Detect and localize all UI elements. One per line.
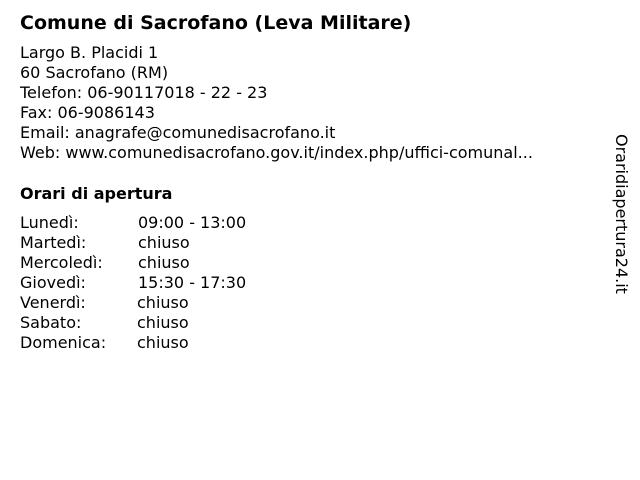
day-label: Lunedì: <box>20 213 79 232</box>
time-value: 09:00 - 13:00 <box>138 213 247 232</box>
page-title: Comune di Sacrofano (Leva Militare) <box>20 12 412 34</box>
time-value: chiuso <box>137 293 189 312</box>
web-text: Web: www.comunedisacrofano.gov.it/index.php/uffici-comunal... <box>20 143 533 162</box>
address-line-2: 60 Sacrofano (RM) <box>20 63 169 82</box>
phone-text: Telefon: 06-90117018 - 22 - 23 <box>20 83 268 102</box>
time-value: chiuso <box>137 313 189 332</box>
hours-heading: Orari di apertura <box>20 184 173 203</box>
day-label: Venerdì: <box>20 293 86 312</box>
time-value: chiuso <box>138 233 190 252</box>
time-value: chiuso <box>137 333 189 352</box>
fax-text: Fax: 06-9086143 <box>20 103 155 122</box>
time-value: 15:30 - 17:30 <box>138 273 247 292</box>
day-label: Giovedì: <box>20 273 86 292</box>
contact-block <box>20 43 533 163</box>
address-line-1: Largo B. Placidi 1 <box>20 43 159 62</box>
time-value: chiuso <box>138 253 190 272</box>
day-label: Martedì: <box>20 233 87 252</box>
day-label: Sabato: <box>20 313 82 332</box>
day-label: Domenica: <box>20 333 107 352</box>
site-watermark: Oraridiapertura24.it <box>612 134 631 294</box>
email-text: Email: anagrafe@comunedisacrofano.it <box>20 123 336 142</box>
day-label: Mercoledì: <box>20 253 103 272</box>
